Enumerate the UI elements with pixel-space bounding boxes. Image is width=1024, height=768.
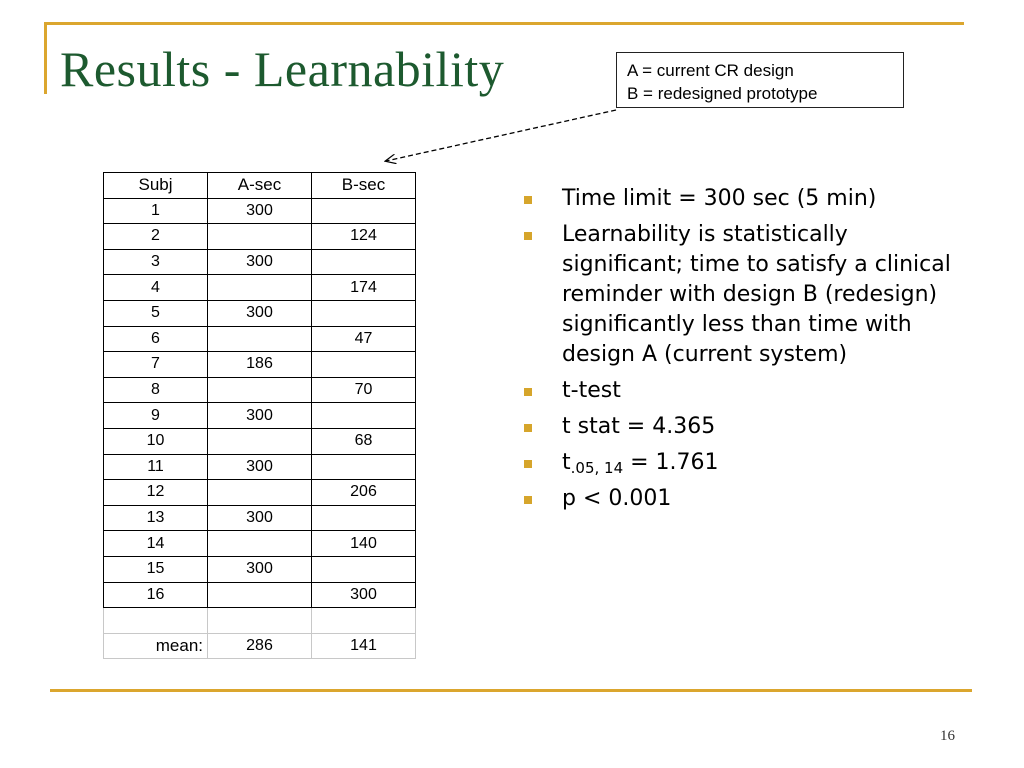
cell-subj: 9 [104,403,208,429]
table-row [104,556,416,582]
cell-subj: 2 [104,224,208,250]
cell-a [208,326,312,352]
cell-b [312,352,416,378]
cell-subj: 13 [104,505,208,531]
cell-b: 300 [312,582,416,608]
cell-b [312,300,416,326]
bullet-item [522,484,962,514]
bullet-list [522,184,962,520]
bullet-item [522,184,962,214]
results-table [103,172,416,659]
bullet-item [522,448,962,478]
header-subj: Subj [104,173,208,199]
cell-b: 206 [312,480,416,506]
table-row [104,505,416,531]
cell-b [312,454,416,480]
bullet-text: t stat = 4.365 [562,414,716,439]
cell-b: 70 [312,377,416,403]
cell-a: 300 [208,198,312,224]
cell-a: 186 [208,352,312,378]
cell-subj: 3 [104,249,208,275]
table-row [104,480,416,506]
bullet-square-icon [524,424,532,432]
cell-a: 300 [208,403,312,429]
table-row [104,249,416,275]
cell-subj: 14 [104,531,208,557]
table-row [104,454,416,480]
bullet-text: t-test [562,378,621,403]
bullet-square-icon [524,232,532,240]
bullet-item [522,376,962,406]
table-row [104,326,416,352]
table-row [104,531,416,557]
bullet-item [522,412,962,442]
cell-subj: 12 [104,480,208,506]
bullet-t-prefix: t [562,450,571,475]
cell-a: 300 [208,300,312,326]
cell-empty [104,608,208,634]
cell-a [208,377,312,403]
cell-a: 300 [208,556,312,582]
cell-subj: 5 [104,300,208,326]
table-empty-row [104,608,416,634]
cell-a [208,582,312,608]
legend-line-b: B = redesigned prototype [627,84,818,103]
cell-subj: 6 [104,326,208,352]
cell-a [208,275,312,301]
bullet-square-icon [524,388,532,396]
cell-subj: 7 [104,352,208,378]
cell-a [208,428,312,454]
legend-line-a: A = current CR design [627,61,794,80]
cell-subj: 1 [104,198,208,224]
cell-b [312,556,416,582]
bullet-text: Learnability is statistically significant; time to satisfy a clinical reminder with design B (redesign) significantly less than time with design A (current system) [562,222,951,367]
bullet-text: Time limit = 300 sec (5 min) [562,186,877,211]
cell-empty [208,608,312,634]
cell-b [312,505,416,531]
table-mean-row [104,633,416,659]
cell-a [208,531,312,557]
cell-b [312,198,416,224]
cell-empty [312,608,416,634]
cell-b: 68 [312,428,416,454]
header-b-sec: B-sec [312,173,416,199]
cell-a [208,224,312,250]
cell-subj: 4 [104,275,208,301]
header-a-sec: A-sec [208,173,312,199]
table-row [104,198,416,224]
table-row [104,224,416,250]
cell-a: 300 [208,454,312,480]
cell-b [312,403,416,429]
mean-a: 286 [208,633,312,659]
cell-a: 300 [208,249,312,275]
cell-subj: 11 [104,454,208,480]
cell-b [312,249,416,275]
table-row [104,403,416,429]
page-number: 16 [940,728,955,744]
table-row [104,275,416,301]
cell-subj: 15 [104,556,208,582]
cell-subj: 8 [104,377,208,403]
cell-a: 300 [208,505,312,531]
bullet-t-value: = 1.761 [623,450,719,475]
table-header-row [104,173,416,199]
cell-b: 47 [312,326,416,352]
cell-b: 174 [312,275,416,301]
table-row [104,300,416,326]
cell-subj: 10 [104,428,208,454]
mean-b: 141 [312,633,416,659]
cell-b: 124 [312,224,416,250]
bullet-item [522,220,962,370]
table-row [104,352,416,378]
slide-title: Results - Learnability [60,41,505,97]
bullet-square-icon [524,196,532,204]
bullet-square-icon [524,460,532,468]
cell-a [208,480,312,506]
mean-label: mean: [104,633,208,659]
bullet-t-subscript: .05, 14 [570,459,624,477]
bullet-square-icon [524,496,532,504]
cell-subj: 16 [104,582,208,608]
cell-b: 140 [312,531,416,557]
bullet-text: p < 0.001 [562,486,672,511]
table-row [104,377,416,403]
table-row [104,582,416,608]
table-row [104,428,416,454]
